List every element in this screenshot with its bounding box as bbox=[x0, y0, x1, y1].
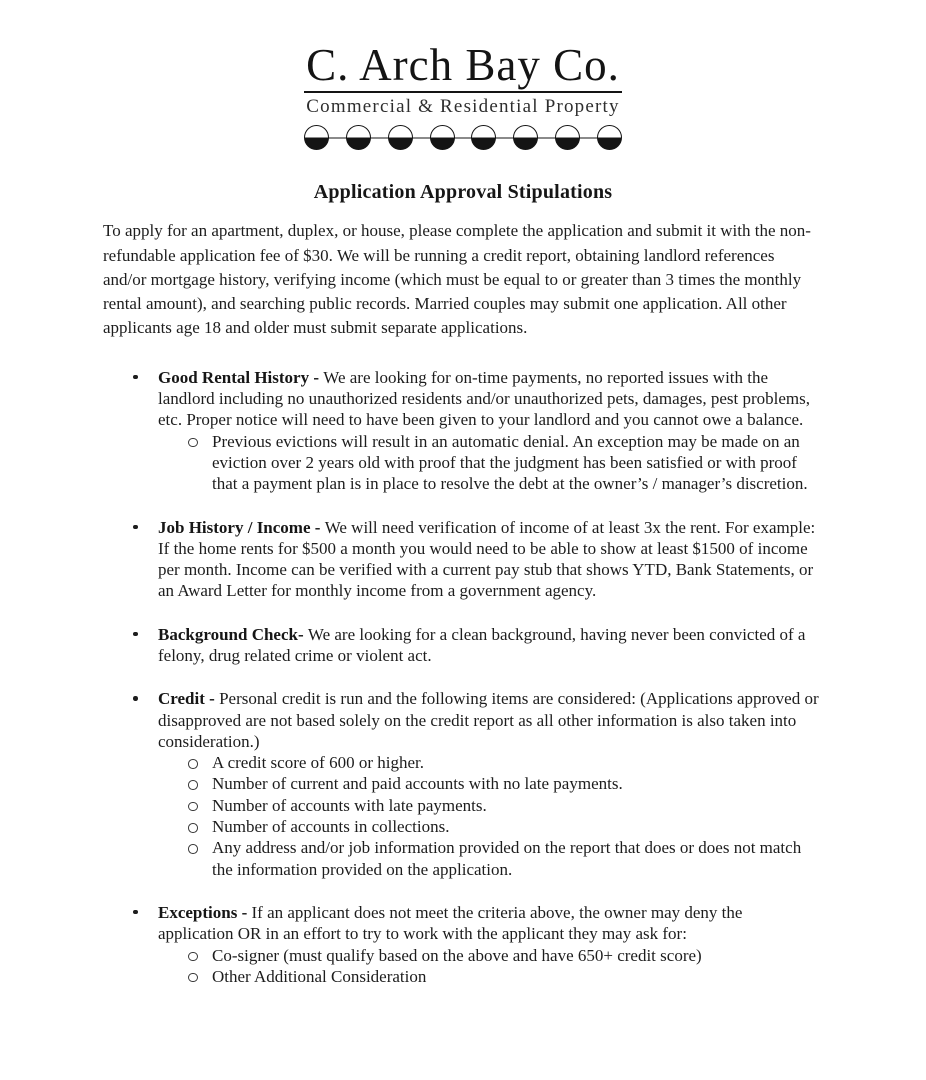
sub-item-text: A credit score of 600 or higher. bbox=[212, 753, 424, 773]
item-body: We are looking for a clean background, having never been convicted of a felony, drug related crime or violent act. bbox=[158, 624, 806, 665]
sub-list-item bbox=[158, 795, 822, 816]
logo-divider-circles bbox=[304, 124, 622, 150]
sub-list-item bbox=[158, 773, 822, 794]
stipulations-list bbox=[103, 367, 822, 987]
item-heading: Credit bbox=[158, 689, 205, 709]
document-body bbox=[0, 219, 926, 987]
sub-list-item bbox=[158, 945, 822, 966]
list-item-credit bbox=[103, 688, 822, 880]
bullet-dot-icon bbox=[133, 517, 158, 602]
sub-list bbox=[158, 945, 822, 988]
item-text bbox=[158, 902, 822, 987]
page-title: Application Approval Stipulations bbox=[313, 181, 613, 204]
item-paragraph bbox=[158, 688, 822, 752]
logo-circle bbox=[430, 125, 455, 150]
logo-circle bbox=[346, 125, 371, 150]
circle-bullet-icon bbox=[188, 773, 212, 794]
item-heading: Job History / Income bbox=[158, 517, 311, 537]
logo-circle bbox=[471, 125, 496, 150]
sub-list bbox=[158, 431, 822, 495]
item-body: If an applicant does not meet the criteria above, the owner may deny the application OR in an effort to try to work with the applicant they may ask for: bbox=[158, 902, 743, 944]
circle-bullet-icon bbox=[188, 752, 212, 773]
circle-bullet-icon bbox=[188, 945, 212, 966]
intro-paragraph: To apply for an apartment, duplex, or house, please complete the application and submit it with the non-refundable application fee of $30. We will be running a credit report, obtaining landlord references and/or mortgage history, verifying income (which must be equal to or greater than 3 times the monthly rental amount), and searching public records. Married couples may submit one application. All other applicants age 18 and older must submit separate applications. bbox=[103, 221, 811, 338]
item-heading: Good Rental History bbox=[158, 367, 310, 387]
sub-list-item bbox=[158, 816, 822, 837]
sub-item-text: Previous evictions will result in an automatic denial. An exception may be made on an eviction over 2 years old with proof that the judgment has been satisfied or with proof that a payment plan is in place to resolve the debt at the owner’s / manager’s discretion. bbox=[212, 431, 808, 494]
sub-item-text: Number of current and paid accounts with no late payments. bbox=[212, 774, 623, 794]
item-body: Personal credit is run and the following items are considered: (Applications approved or disapproved are not based solely on the credit report as all other information is also taken into consideration.) bbox=[158, 689, 819, 751]
sub-list-item bbox=[158, 966, 822, 987]
sub-item-text: Number of accounts in collections. bbox=[212, 817, 450, 837]
circle-bullet-icon bbox=[188, 431, 212, 495]
list-item-background-check bbox=[103, 624, 822, 667]
sub-list-item bbox=[158, 752, 822, 773]
item-text bbox=[158, 688, 822, 880]
bullet-dot-icon bbox=[133, 367, 158, 495]
item-separator: - bbox=[297, 624, 308, 644]
sub-item-text: Any address and/or job information provided on the report that does or does not match the information provided on the application. bbox=[212, 838, 802, 879]
item-separator: - bbox=[310, 517, 325, 537]
item-paragraph bbox=[158, 902, 822, 945]
list-item-exceptions bbox=[103, 902, 822, 987]
bullet-dot-icon bbox=[133, 624, 158, 667]
item-paragraph bbox=[158, 624, 822, 667]
logo-tagline: Commercial & Residential Property bbox=[306, 96, 620, 118]
logo-circle bbox=[388, 125, 413, 150]
circle-bullet-icon bbox=[188, 837, 212, 880]
sub-list-item bbox=[158, 431, 822, 495]
item-text bbox=[158, 367, 822, 495]
sub-item-text: Other Additional Consideration bbox=[212, 966, 427, 986]
logo-circle bbox=[555, 125, 580, 150]
circle-bullet-icon bbox=[188, 966, 212, 987]
sub-item-text: Number of accounts with late payments. bbox=[212, 795, 487, 815]
item-heading: Background Check bbox=[158, 624, 298, 644]
item-text bbox=[158, 624, 822, 667]
bullet-dot-icon bbox=[133, 688, 158, 880]
sub-list bbox=[158, 752, 822, 880]
list-item-good-rental-history bbox=[103, 367, 822, 495]
item-heading: Exceptions bbox=[158, 902, 238, 922]
sub-list-item bbox=[158, 837, 822, 880]
item-body: We are looking for on-time payments, no reported issues with the landlord including no unauthorized residents and/or unauthorized pets, damages, pest problems, etc. Proper notice will need to have been given to your landlord and you cannot owe a balance. bbox=[158, 367, 810, 430]
bullet-dot-icon bbox=[133, 902, 158, 987]
item-separator: - bbox=[204, 689, 220, 709]
item-separator: - bbox=[237, 902, 252, 922]
item-text bbox=[158, 517, 822, 602]
item-separator: - bbox=[309, 367, 324, 387]
logo-circle bbox=[513, 125, 538, 150]
company-logo bbox=[0, 0, 926, 150]
circle-bullet-icon bbox=[188, 816, 212, 837]
item-paragraph bbox=[158, 517, 822, 602]
sub-item-text: Co-signer (must qualify based on the above and have 650+ credit score) bbox=[212, 945, 702, 965]
item-paragraph bbox=[158, 367, 822, 431]
logo-company-name: C. Arch Bay Co. bbox=[304, 42, 622, 93]
item-body: We will need verification of income of at least 3x the rent. For example: If the home rents for $500 a month you would need to be able to show at least $1500 of income per month. Income can be verified with a current pay stub that shows YTD, Bank Statements, or an Award Letter for monthly income from a government agency. bbox=[158, 517, 816, 601]
list-item-job-history-income bbox=[103, 517, 822, 602]
logo-circle bbox=[304, 125, 329, 150]
logo-circle bbox=[597, 125, 622, 150]
circle-bullet-icon bbox=[188, 795, 212, 816]
